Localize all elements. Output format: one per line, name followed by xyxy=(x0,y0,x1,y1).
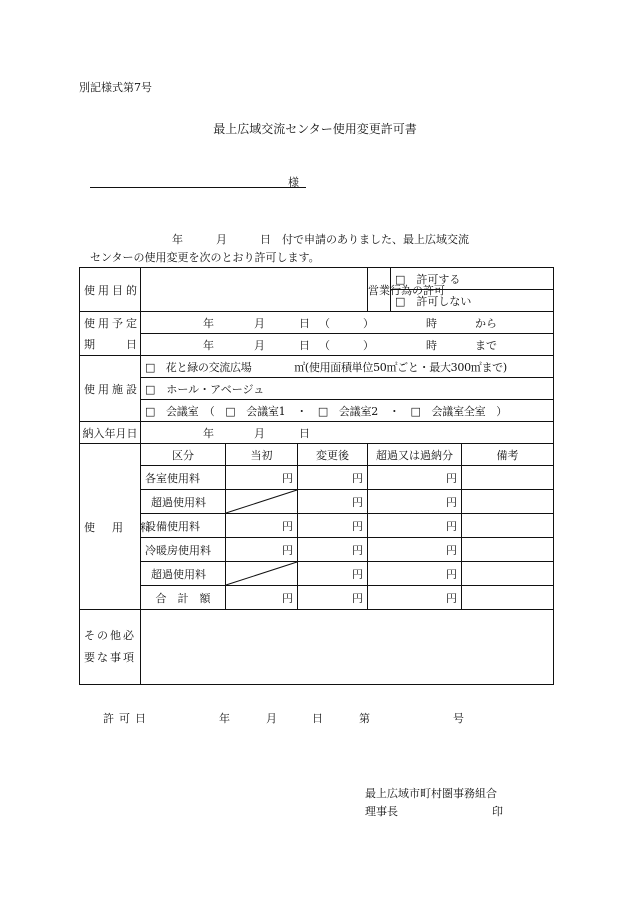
period-start[interactable] xyxy=(141,312,554,334)
other-matters-value[interactable] xyxy=(141,610,554,685)
fee-row-initial-na xyxy=(226,490,298,514)
fee-row-name: 冷暖房使用料 xyxy=(141,538,226,562)
fee-header-initial: 当初 xyxy=(226,444,298,466)
fee-header-category: 区分 xyxy=(141,444,226,466)
period-start-day: 日 xyxy=(299,316,310,330)
other-matters-label xyxy=(80,610,141,685)
purpose-label: 使用目的 xyxy=(80,268,141,312)
fee-row-remarks[interactable] xyxy=(462,514,554,538)
fee-row-changed[interactable]: 円 xyxy=(298,514,368,538)
period-end-month: 月 xyxy=(254,338,265,352)
period-start-paren: （ ） xyxy=(319,316,374,330)
fee-header-changed: 変更後 xyxy=(298,444,368,466)
facility-option-meeting-room[interactable]: □ 会議室 （ □ 会議室1 ・ □ 会議室2 ・ □ 会議室全室 ） xyxy=(141,400,554,422)
diagonal-slash xyxy=(226,490,297,513)
fee-row-remarks[interactable] xyxy=(462,490,554,514)
facility-option-hall[interactable]: □ ホール・アベージュ xyxy=(141,378,554,400)
addressee-honorific: 様 xyxy=(288,176,299,189)
fee-row-initial[interactable]: 円 xyxy=(226,538,298,562)
other-matters-label-line-1: その他必 xyxy=(84,629,136,642)
payment-date-value[interactable] xyxy=(141,422,554,444)
period-end-hour: 時 xyxy=(426,338,437,352)
facility-label: 使用施設 xyxy=(80,356,141,422)
fee-row-name: 設備使用料 xyxy=(141,514,226,538)
issuer-organization: 最上広域市町村圏事務組合 xyxy=(365,787,497,800)
facility-option-plaza[interactable]: □ 花と緑の交流広場 ㎡(使用面積単位50㎡ごと・最大300㎡まで) xyxy=(141,356,554,378)
fee-total-changed[interactable]: 円 xyxy=(298,586,368,610)
fee-row-remarks[interactable] xyxy=(462,538,554,562)
fee-total-name: 合 計 額 xyxy=(141,586,226,610)
purpose-value[interactable] xyxy=(141,268,368,312)
issuer-title: 理事長 xyxy=(365,805,398,818)
business-label: 営業行為の許可 xyxy=(368,268,391,312)
fee-row-changed[interactable]: 円 xyxy=(298,490,368,514)
fee-row-initial[interactable]: 円 xyxy=(226,514,298,538)
permit-yes-option[interactable]: □ 許可する xyxy=(391,268,554,290)
permit-date-month: 月 xyxy=(266,712,277,725)
fee-total-initial[interactable]: 円 xyxy=(226,586,298,610)
permit-date-label: 許可日 xyxy=(103,712,151,725)
schedule-label-2: 期 日 xyxy=(80,334,141,356)
permit-table xyxy=(79,267,554,685)
schedule-label-1: 使用予定 xyxy=(80,312,141,334)
payment-date-label: 納入年月日 xyxy=(80,422,141,444)
fee-row-changed[interactable]: 円 xyxy=(298,562,368,586)
fee-row-changed[interactable]: 円 xyxy=(298,466,368,490)
fee-row-remarks[interactable] xyxy=(462,562,554,586)
fee-row-name: 超過使用料 xyxy=(141,490,226,514)
fee-row-name: 超過使用料 xyxy=(141,562,226,586)
fee-row-initial-na xyxy=(226,562,298,586)
fee-label: 使 用 料 xyxy=(80,444,141,610)
fee-row-difference[interactable]: 円 xyxy=(368,490,462,514)
fee-row-difference[interactable]: 円 xyxy=(368,562,462,586)
fee-row-difference[interactable]: 円 xyxy=(368,538,462,562)
diagonal-slash xyxy=(226,562,297,585)
fee-row-difference[interactable]: 円 xyxy=(368,514,462,538)
permit-no-option[interactable]: □ 許可しない xyxy=(391,290,554,312)
intro-line-1: 年 月 日 付で申請のありました、最上広域交流 xyxy=(172,233,469,246)
period-end-year: 年 xyxy=(203,338,214,352)
fee-total-difference[interactable]: 円 xyxy=(368,586,462,610)
permit-date-day: 日 xyxy=(312,712,323,725)
fee-row-changed[interactable]: 円 xyxy=(298,538,368,562)
fee-total-remarks[interactable] xyxy=(462,586,554,610)
intro-line-2: センターの使用変更を次のとおり許可します。 xyxy=(90,251,320,264)
period-end-suffix: まで xyxy=(475,338,497,352)
period-start-hour: 時 xyxy=(426,316,437,330)
document-title: 最上広域交流センター使用変更許可書 xyxy=(213,122,417,136)
period-end-day: 日 xyxy=(299,338,310,352)
payment-date-day: 日 xyxy=(299,426,310,440)
permit-number-suffix: 号 xyxy=(453,712,464,725)
period-start-suffix: から xyxy=(475,316,497,330)
fee-header-difference: 超過又は過納分 xyxy=(368,444,462,466)
period-end-paren: （ ） xyxy=(319,338,374,352)
fee-row-remarks[interactable] xyxy=(462,466,554,490)
period-end[interactable] xyxy=(141,334,554,356)
issuer-seal: 印 xyxy=(492,805,503,818)
fee-row-difference[interactable]: 円 xyxy=(368,466,462,490)
period-start-year: 年 xyxy=(203,316,214,330)
payment-date-year: 年 xyxy=(203,426,214,440)
addressee-underline xyxy=(90,187,306,188)
form-number: 別記様式第7号 xyxy=(79,81,152,94)
permit-number-prefix: 第 xyxy=(359,712,370,725)
permit-date-year: 年 xyxy=(219,712,230,725)
period-start-month: 月 xyxy=(254,316,265,330)
fee-row-name: 各室使用料 xyxy=(141,466,226,490)
fee-header-remarks: 備考 xyxy=(462,444,554,466)
other-matters-label-line-2: 要な事項 xyxy=(84,651,136,664)
payment-date-month: 月 xyxy=(254,426,265,440)
fee-row-initial[interactable]: 円 xyxy=(226,466,298,490)
